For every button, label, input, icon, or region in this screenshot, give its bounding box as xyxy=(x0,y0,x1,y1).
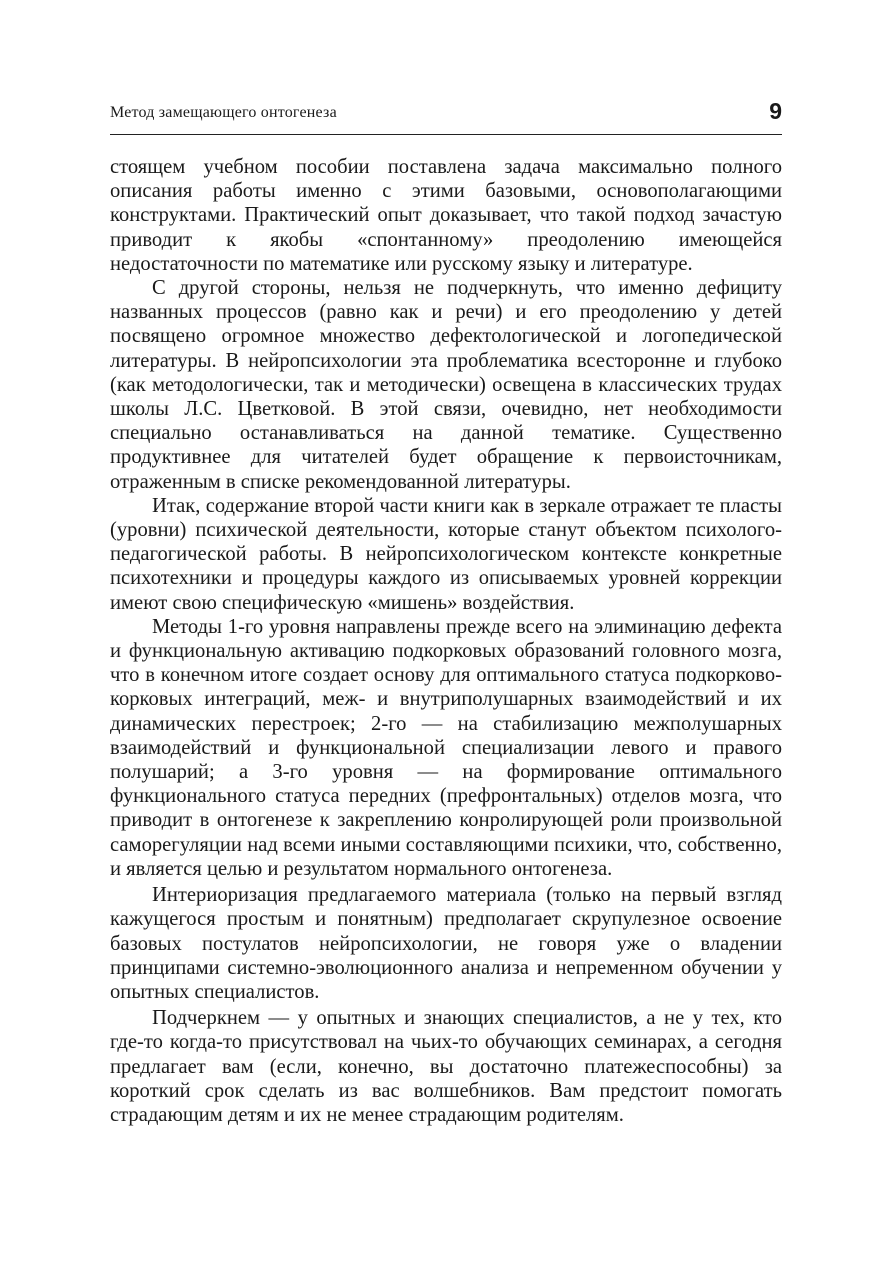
paragraph: Подчеркнем — у опытных и знающих специалистов, а не у тех, кто где-то когда-то присутствовал на чьих-то обучающих семинарах, а сегодня предлагает вам (если, конечно, вы достаточно платежеспособны) за короткий срок сделать из вас волшебников. Вам предстоит помогать страдающим детям и их не менее страдающим родителям. xyxy=(110,1007,782,1126)
paragraph: Интериоризация предлагаемого материала (только на первый взгляд кажущегося простым и понятным) предполагает скрупулезное освоение базовых постулатов нейропсихологии, не говоря уже о владении принципами системно-эволюционного анализа и непременном обучении у опытных специалистов. xyxy=(110,884,782,1003)
paragraph-continuation: стоящем учебном пособии поставлена задача максимально полного описания работы именно с этими базовыми, основополагающими конструктами. Практический опыт доказывает, что такой подход зачастую приводит к якобы «спонтанному» преодолению имеющейся недостаточности по математике или русскому языку и литературе. xyxy=(110,156,782,275)
paragraph: С другой стороны, нельзя не подчеркнуть, что именно дефициту названных процессов (равно как и речи) и его преодолению у детей посвящено огромное множество дефектологической и логопедической литературы. В нейропсихологии эта проблематика всесторонне и глубоко (как методологически, так и методически) освещена в классических трудах школы Л.С. Цветковой. В этой связи, очевидно, нет необходимости специально останавливаться на данной тематике. Существенно продуктивнее для читателей будет обращение к первоисточникам, отраженным в списке рекомендованной литературы. xyxy=(110,277,782,493)
paragraph: Методы 1-го уровня направлены прежде всего на элиминацию дефекта и функциональную активацию подкорковых образований головного мозга, что в конечном итоге создает основу для оптимального статуса подкорково-корковых интеграций, меж- и внутриполушарных взаимодействий и их динамических перестроек; 2-го — на стабилизацию межполушарных взаимодействий и функциональной специализации левого и правого полушарий; а 3-го уровня — на формирование оптимального функционального статуса передних (префронтальных) отделов мозга, что приводит в онтогенезе к закреплению конролирующей роли произвольной саморегуляции над всеми иными составляющими психики, что, собственно, и является целью и результатом нормального онтогенеза. xyxy=(110,615,782,880)
page-number: 9 xyxy=(769,98,782,124)
paragraph: Итак, содержание второй части книги как в зеркале отражает те пласты (уровни) психической деятельности, которые станут объектом психолого-педагогической работы. В нейропсихологическом контексте конкретные психотехники и процедуры каждого из описываемых уровней коррекции имеют свою специфическую «мишень» воздействия. xyxy=(110,494,782,614)
body-text xyxy=(110,155,782,1127)
running-header xyxy=(110,98,782,135)
running-title: Метод замещающего онтогенеза xyxy=(110,104,337,121)
